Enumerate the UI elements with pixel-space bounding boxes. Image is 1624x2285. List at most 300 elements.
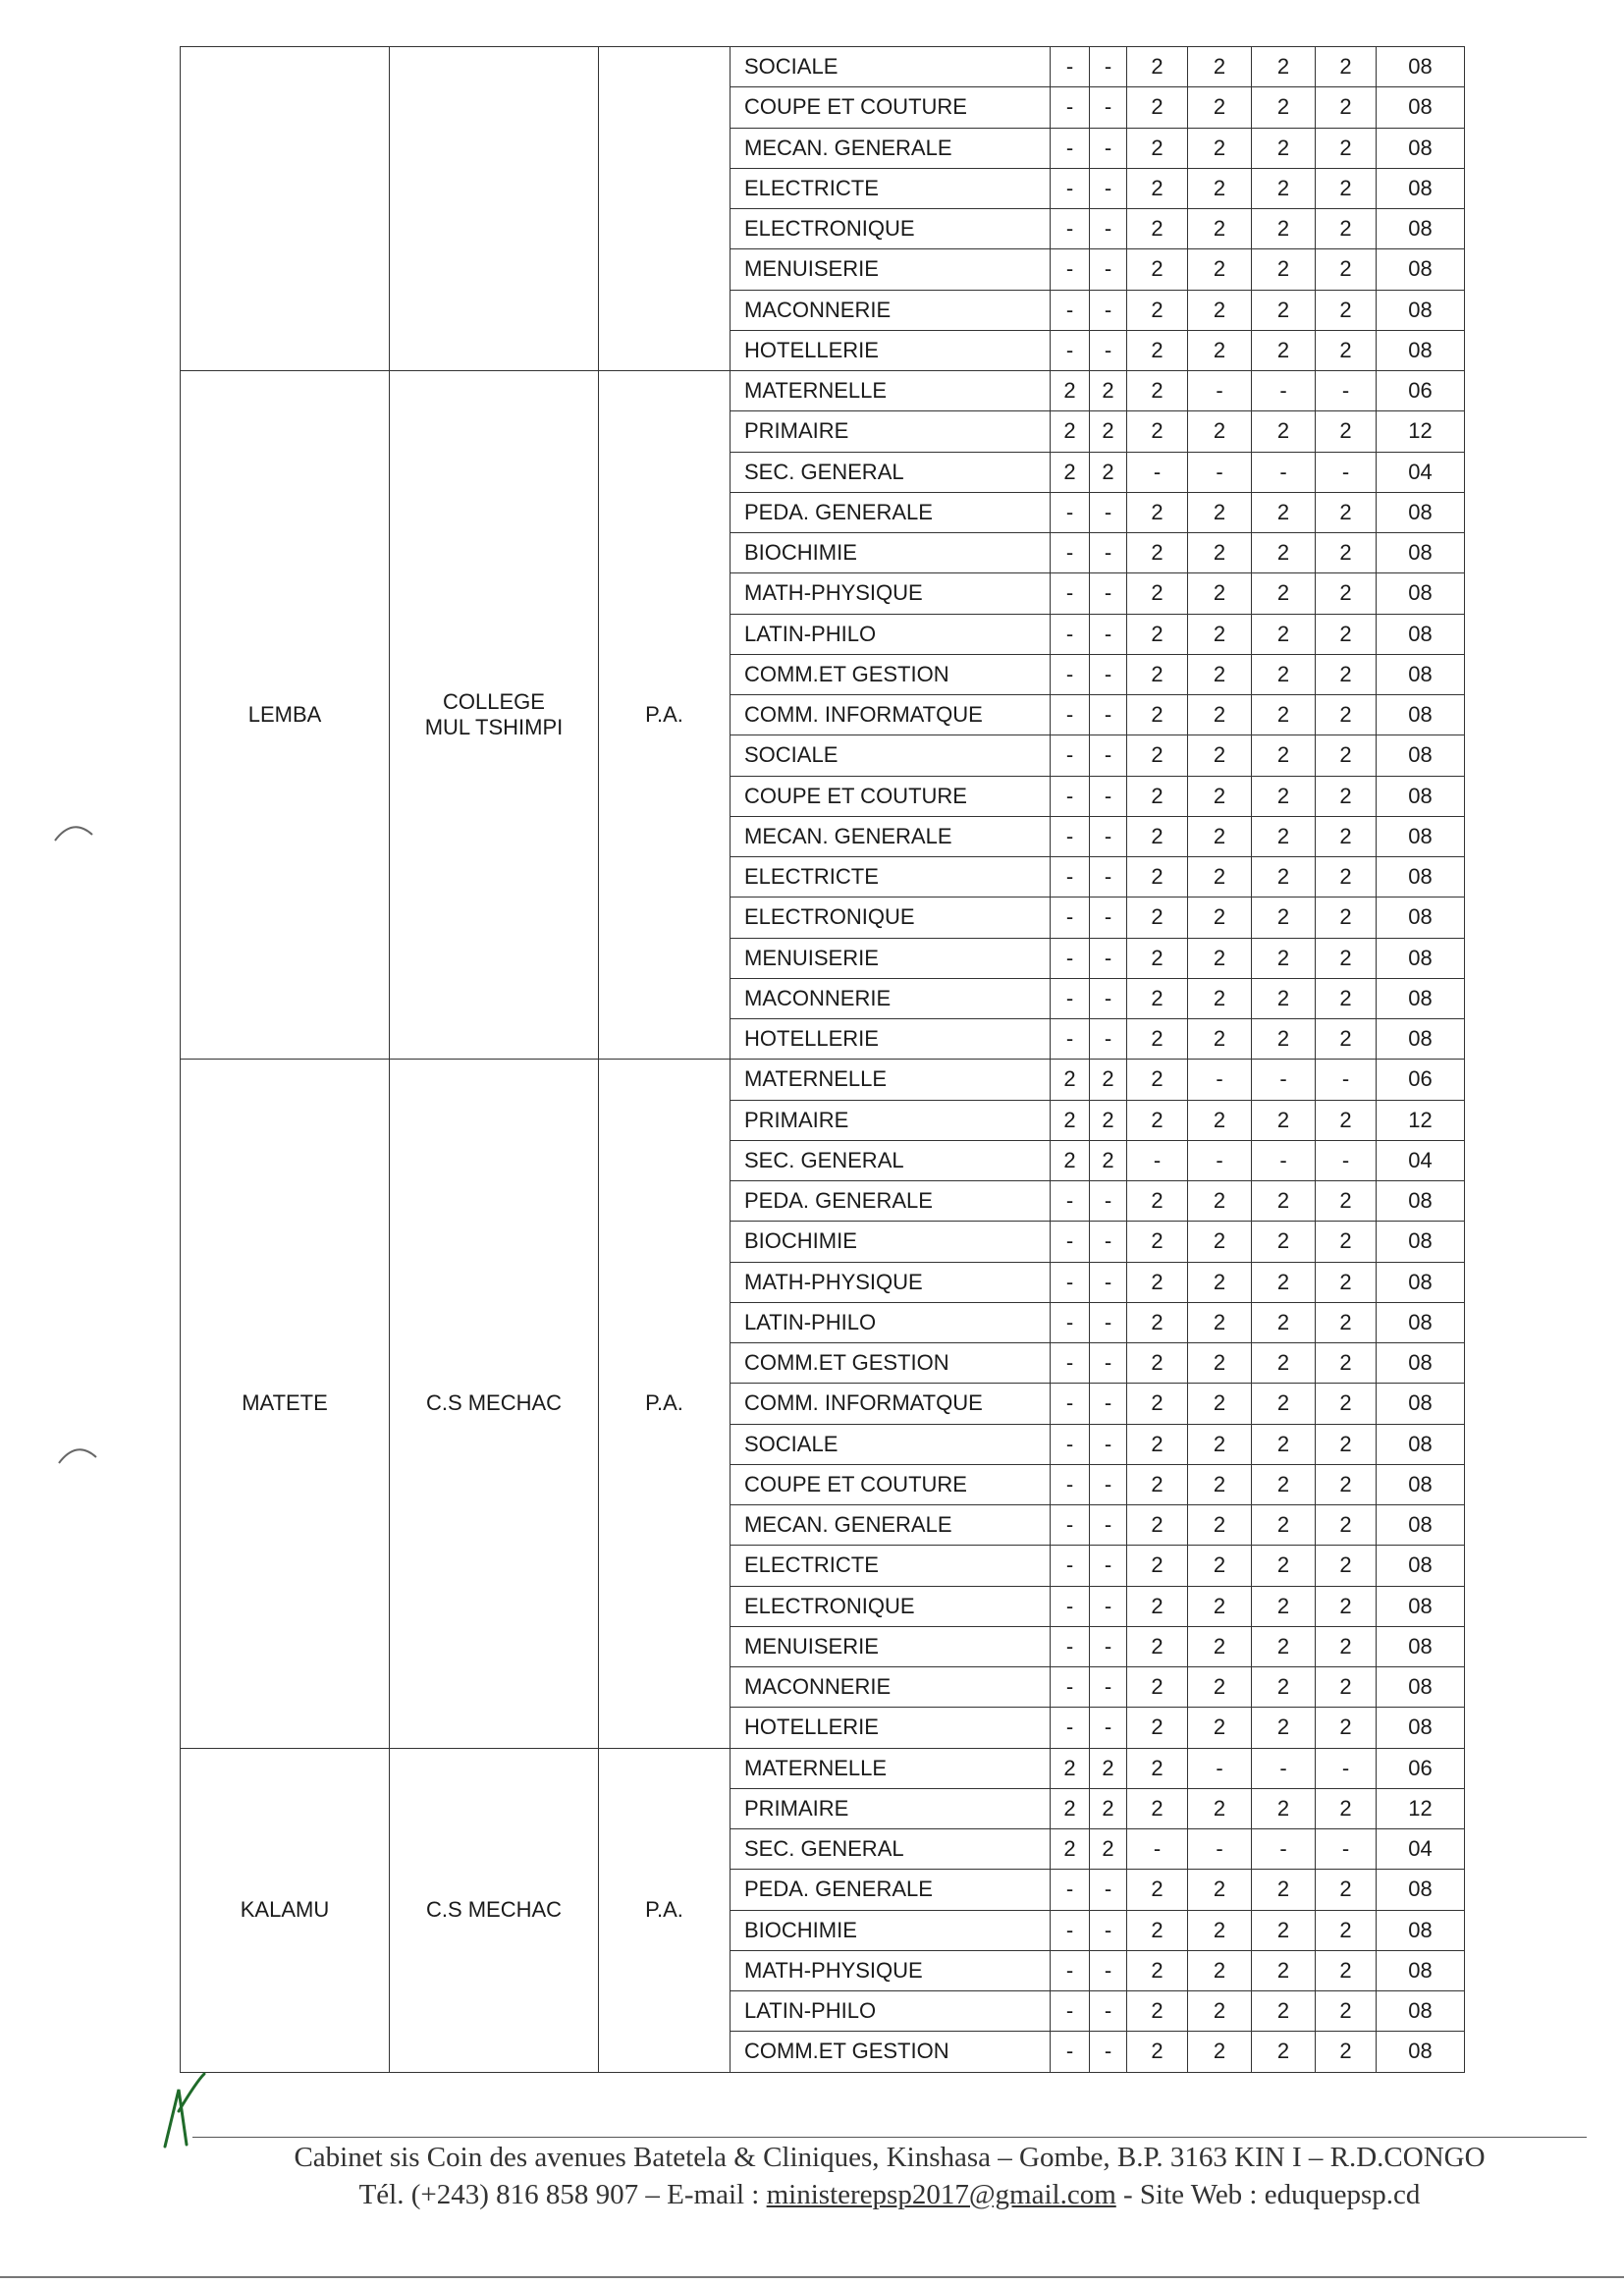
value-cell: 2 (1316, 1343, 1377, 1384)
regime-cell: P.A. (599, 371, 731, 1060)
value-cell: 2 (1252, 1546, 1316, 1586)
option-cell: ELECTRICTE (731, 857, 1051, 898)
value-cell: - (1051, 1424, 1090, 1464)
total-cell: 04 (1377, 452, 1465, 492)
total-cell: 08 (1377, 776, 1465, 816)
value-cell: 2 (1188, 1950, 1252, 1990)
option-cell: BIOCHIMIE (731, 1910, 1051, 1950)
option-cell: HOTELLERIE (731, 1708, 1051, 1748)
value-cell: - (1090, 1546, 1127, 1586)
option-cell: PEDA. GENERALE (731, 492, 1051, 532)
total-cell: 06 (1377, 1060, 1465, 1100)
total-cell: 04 (1377, 1140, 1465, 1180)
value-cell: 2 (1252, 1910, 1316, 1950)
value-cell: 2 (1127, 776, 1188, 816)
value-cell: 2 (1252, 1384, 1316, 1424)
footer-address: Cabinet sis Coin des avenues Batetela & Cliniques, Kinshasa – Gombe, B.P. 3163 KIN I – R.D.CONGO (294, 2142, 1486, 2173)
value-cell: 2 (1252, 87, 1316, 128)
footer-rule (192, 2137, 1587, 2138)
total-cell: 08 (1377, 1586, 1465, 1626)
table-row (181, 371, 1465, 411)
value-cell: 2 (1316, 1626, 1377, 1666)
total-cell: 08 (1377, 1546, 1465, 1586)
value-cell: 2 (1316, 411, 1377, 452)
value-cell: 2 (1316, 1910, 1377, 1950)
value-cell: 2 (1252, 1870, 1316, 1910)
value-cell: 2 (1316, 776, 1377, 816)
option-cell: ELECTRONIQUE (731, 1586, 1051, 1626)
value-cell: 2 (1252, 1100, 1316, 1140)
value-cell: - (1090, 1424, 1127, 1464)
footer-tel: Tél. (+243) 816 858 907 – E-mail : (358, 2179, 767, 2210)
option-cell: PEDA. GENERALE (731, 1870, 1051, 1910)
value-cell: - (1051, 249, 1090, 290)
value-cell: - (1051, 1950, 1090, 1990)
value-cell: 2 (1188, 614, 1252, 654)
value-cell: - (1127, 1140, 1188, 1180)
value-cell: - (1090, 1950, 1127, 1990)
value-cell: 2 (1252, 492, 1316, 532)
value-cell: 2 (1127, 1626, 1188, 1666)
commune-cell: LEMBA (181, 371, 390, 1060)
value-cell: 2 (1188, 776, 1252, 816)
value-cell: - (1051, 1626, 1090, 1666)
value-cell: 2 (1090, 452, 1127, 492)
value-cell: - (1051, 898, 1090, 938)
total-cell: 08 (1377, 573, 1465, 614)
value-cell: 2 (1127, 249, 1188, 290)
value-cell: 2 (1252, 898, 1316, 938)
value-cell: 2 (1316, 695, 1377, 735)
value-cell: 2 (1252, 47, 1316, 87)
commune-cell: MATETE (181, 1060, 390, 1748)
value-cell: 2 (1316, 492, 1377, 532)
value-cell: 2 (1188, 1384, 1252, 1424)
value-cell: 2 (1316, 1222, 1377, 1262)
value-cell: 2 (1051, 371, 1090, 411)
value-cell: - (1127, 452, 1188, 492)
value-cell: - (1316, 1748, 1377, 1788)
value-cell: - (1090, 290, 1127, 330)
value-cell: 2 (1316, 735, 1377, 776)
value-cell: - (1090, 47, 1127, 87)
option-cell: MACONNERIE (731, 978, 1051, 1018)
value-cell: 2 (1252, 1991, 1316, 2032)
value-cell: - (1188, 1140, 1252, 1180)
value-cell: 2 (1252, 776, 1316, 816)
value-cell: - (1090, 533, 1127, 573)
option-cell: SOCIALE (731, 1424, 1051, 1464)
value-cell: 2 (1188, 1870, 1252, 1910)
value-cell: 2 (1252, 938, 1316, 978)
value-cell: 2 (1252, 1505, 1316, 1546)
total-cell: 08 (1377, 978, 1465, 1018)
value-cell: 2 (1188, 735, 1252, 776)
value-cell: - (1051, 1019, 1090, 1060)
total-cell: 04 (1377, 1829, 1465, 1870)
value-cell: 2 (1188, 695, 1252, 735)
value-cell: - (1090, 776, 1127, 816)
value-cell: 2 (1127, 1950, 1188, 1990)
value-cell: 2 (1051, 411, 1090, 452)
option-cell: MATERNELLE (731, 1060, 1051, 1100)
value-cell: 2 (1051, 1748, 1090, 1788)
total-cell: 08 (1377, 816, 1465, 856)
value-cell: - (1188, 452, 1252, 492)
value-cell: 2 (1252, 573, 1316, 614)
value-cell: 2 (1127, 492, 1188, 532)
value-cell: - (1051, 654, 1090, 694)
value-cell: 2 (1316, 1100, 1377, 1140)
value-cell: - (1252, 371, 1316, 411)
value-cell: 2 (1316, 898, 1377, 938)
total-cell: 08 (1377, 533, 1465, 573)
value-cell: 2 (1252, 209, 1316, 249)
total-cell: 08 (1377, 1991, 1465, 2032)
value-cell: 2 (1252, 128, 1316, 168)
value-cell: - (1090, 1464, 1127, 1504)
value-cell: 2 (1316, 290, 1377, 330)
value-cell: 2 (1252, 1708, 1316, 1748)
value-cell: 2 (1316, 1464, 1377, 1504)
value-cell: 2 (1051, 1829, 1090, 1870)
value-cell: - (1090, 1384, 1127, 1424)
total-cell: 08 (1377, 87, 1465, 128)
table-row (181, 47, 1465, 87)
total-cell: 08 (1377, 1708, 1465, 1748)
value-cell: - (1051, 1262, 1090, 1302)
total-cell: 06 (1377, 1748, 1465, 1788)
value-cell: 2 (1127, 816, 1188, 856)
value-cell: 2 (1252, 1262, 1316, 1302)
value-cell: 2 (1127, 898, 1188, 938)
value-cell: 2 (1127, 573, 1188, 614)
value-cell: 2 (1051, 452, 1090, 492)
option-cell: LATIN-PHILO (731, 1991, 1051, 2032)
value-cell: 2 (1188, 1708, 1252, 1748)
value-cell: - (1316, 1060, 1377, 1100)
total-cell: 08 (1377, 1626, 1465, 1666)
value-cell: 2 (1127, 1384, 1188, 1424)
option-cell: MATERNELLE (731, 1748, 1051, 1788)
option-cell: MATERNELLE (731, 371, 1051, 411)
value-cell: 2 (1188, 857, 1252, 898)
total-cell: 08 (1377, 1505, 1465, 1546)
value-cell: - (1051, 735, 1090, 776)
value-cell: 2 (1127, 1546, 1188, 1586)
option-cell: SEC. GENERAL (731, 1829, 1051, 1870)
value-cell: 2 (1051, 1788, 1090, 1828)
value-cell: - (1090, 1222, 1127, 1262)
value-cell: 2 (1316, 533, 1377, 573)
total-cell: 08 (1377, 209, 1465, 249)
value-cell: 2 (1127, 290, 1188, 330)
total-cell: 08 (1377, 1181, 1465, 1222)
value-cell: 2 (1316, 87, 1377, 128)
value-cell: 2 (1188, 1626, 1252, 1666)
option-cell: PRIMAIRE (731, 411, 1051, 452)
value-cell: - (1316, 1829, 1377, 1870)
value-cell: 2 (1090, 1829, 1127, 1870)
value-cell: 2 (1316, 330, 1377, 370)
value-cell: 2 (1252, 857, 1316, 898)
value-cell: 2 (1127, 1586, 1188, 1626)
commune-cell (181, 47, 390, 371)
total-cell: 08 (1377, 168, 1465, 208)
total-cell: 08 (1377, 1262, 1465, 1302)
value-cell: 2 (1316, 938, 1377, 978)
option-cell: MECAN. GENERALE (731, 1505, 1051, 1546)
value-cell: - (1051, 128, 1090, 168)
value-cell: 2 (1090, 1788, 1127, 1828)
signature-mark (157, 2072, 216, 2150)
value-cell: 2 (1316, 573, 1377, 614)
option-cell: ELECTRICTE (731, 1546, 1051, 1586)
value-cell: - (1051, 1870, 1090, 1910)
page-bottom-rule (0, 2276, 1624, 2278)
value-cell: - (1051, 290, 1090, 330)
value-cell: - (1051, 492, 1090, 532)
value-cell: 2 (1188, 47, 1252, 87)
total-cell: 08 (1377, 654, 1465, 694)
option-cell: COMM.ET GESTION (731, 654, 1051, 694)
option-cell: ELECTRICTE (731, 168, 1051, 208)
value-cell: 2 (1127, 1667, 1188, 1708)
value-cell: - (1051, 1302, 1090, 1342)
value-cell: 2 (1188, 1424, 1252, 1464)
option-cell: SOCIALE (731, 735, 1051, 776)
value-cell: - (1090, 1910, 1127, 1950)
total-cell: 08 (1377, 47, 1465, 87)
total-cell: 08 (1377, 1384, 1465, 1424)
value-cell: 2 (1188, 938, 1252, 978)
total-cell: 12 (1377, 1100, 1465, 1140)
option-cell: HOTELLERIE (731, 1019, 1051, 1060)
value-cell: - (1090, 168, 1127, 208)
value-cell: 2 (1127, 1991, 1188, 2032)
value-cell: 2 (1188, 1100, 1252, 1140)
total-cell: 08 (1377, 1910, 1465, 1950)
value-cell: 2 (1127, 1060, 1188, 1100)
value-cell: - (1090, 1343, 1127, 1384)
value-cell: 2 (1127, 857, 1188, 898)
footer-email-link[interactable]: ministerepsp2017@gmail.com (766, 2179, 1116, 2210)
value-cell: 2 (1316, 1708, 1377, 1748)
value-cell: 2 (1316, 614, 1377, 654)
value-cell: 2 (1188, 1586, 1252, 1626)
value-cell: - (1051, 2032, 1090, 2072)
value-cell: 2 (1127, 330, 1188, 370)
value-cell: 2 (1252, 1950, 1316, 1990)
value-cell: 2 (1090, 1060, 1127, 1100)
value-cell: 2 (1188, 978, 1252, 1018)
value-cell: 2 (1127, 1222, 1188, 1262)
value-cell: - (1051, 1586, 1090, 1626)
school-cell: C.S MECHAC (390, 1748, 599, 2072)
value-cell: 2 (1316, 128, 1377, 168)
value-cell: 2 (1316, 1667, 1377, 1708)
value-cell: - (1051, 1384, 1090, 1424)
value-cell: - (1090, 654, 1127, 694)
value-cell: - (1252, 1060, 1316, 1100)
value-cell: - (1188, 1829, 1252, 1870)
value-cell: 2 (1127, 1181, 1188, 1222)
option-cell: COUPE ET COUTURE (731, 1464, 1051, 1504)
value-cell: - (1051, 168, 1090, 208)
value-cell: - (1051, 1667, 1090, 1708)
value-cell: - (1051, 47, 1090, 87)
value-cell: - (1090, 1586, 1127, 1626)
value-cell: - (1051, 857, 1090, 898)
total-cell: 08 (1377, 1222, 1465, 1262)
value-cell: 2 (1316, 1950, 1377, 1990)
value-cell: 2 (1252, 735, 1316, 776)
value-cell: - (1090, 1991, 1127, 2032)
school-cell: COLLEGE MUL TSHIMPI (390, 371, 599, 1060)
value-cell: 2 (1188, 290, 1252, 330)
value-cell: - (1090, 1505, 1127, 1546)
value-cell: 2 (1316, 1019, 1377, 1060)
value-cell: - (1051, 330, 1090, 370)
value-cell: - (1252, 1140, 1316, 1180)
value-cell: - (1051, 614, 1090, 654)
value-cell: - (1051, 1708, 1090, 1748)
value-cell: 2 (1127, 1748, 1188, 1788)
value-cell: 2 (1316, 1870, 1377, 1910)
value-cell: - (1090, 735, 1127, 776)
value-cell: - (1051, 87, 1090, 128)
option-cell: SOCIALE (731, 47, 1051, 87)
option-cell: COUPE ET COUTURE (731, 776, 1051, 816)
value-cell: 2 (1188, 1910, 1252, 1950)
option-cell: MACONNERIE (731, 290, 1051, 330)
value-cell: 2 (1090, 1140, 1127, 1180)
value-cell: 2 (1188, 411, 1252, 452)
value-cell: 2 (1127, 1910, 1188, 1950)
table-row (181, 1060, 1465, 1100)
value-cell: 2 (1188, 168, 1252, 208)
regime-cell (599, 47, 731, 371)
value-cell: 2 (1188, 1262, 1252, 1302)
value-cell: 2 (1188, 816, 1252, 856)
value-cell: - (1090, 816, 1127, 856)
value-cell: 2 (1188, 492, 1252, 532)
option-cell: LATIN-PHILO (731, 614, 1051, 654)
value-cell: 2 (1316, 47, 1377, 87)
value-cell: 2 (1316, 816, 1377, 856)
value-cell: 2 (1316, 2032, 1377, 2072)
value-cell: - (1090, 330, 1127, 370)
value-cell: 2 (1127, 1788, 1188, 1828)
value-cell: 2 (1188, 898, 1252, 938)
total-cell: 08 (1377, 614, 1465, 654)
value-cell: 2 (1252, 2032, 1316, 2072)
value-cell: 2 (1188, 209, 1252, 249)
value-cell: - (1090, 1626, 1127, 1666)
value-cell: - (1051, 1505, 1090, 1546)
value-cell: 2 (1188, 1788, 1252, 1828)
value-cell: 2 (1252, 1181, 1316, 1222)
value-cell: - (1090, 1302, 1127, 1342)
value-cell: - (1051, 776, 1090, 816)
school-cell: C.S MECHAC (390, 1060, 599, 1748)
value-cell: 2 (1127, 1343, 1188, 1384)
value-cell: 2 (1127, 411, 1188, 452)
option-cell: MENUISERIE (731, 1626, 1051, 1666)
value-cell: - (1090, 1870, 1127, 1910)
value-cell: 2 (1188, 1343, 1252, 1384)
value-cell: 2 (1316, 1384, 1377, 1424)
value-cell: - (1316, 452, 1377, 492)
option-cell: MATH-PHYSIQUE (731, 573, 1051, 614)
option-cell: ELECTRONIQUE (731, 898, 1051, 938)
option-cell: COMM.ET GESTION (731, 2032, 1051, 2072)
value-cell: 2 (1316, 1262, 1377, 1302)
value-cell: - (1051, 1181, 1090, 1222)
commune-cell: KALAMU (181, 1748, 390, 2072)
value-cell: - (1090, 2032, 1127, 2072)
value-cell: - (1316, 1140, 1377, 1180)
value-cell: 2 (1252, 816, 1316, 856)
option-cell: HOTELLERIE (731, 330, 1051, 370)
value-cell: 2 (1188, 533, 1252, 573)
total-cell: 08 (1377, 492, 1465, 532)
value-cell: 2 (1188, 573, 1252, 614)
value-cell: - (1090, 1708, 1127, 1748)
value-cell: 2 (1051, 1140, 1090, 1180)
value-cell: 2 (1188, 1181, 1252, 1222)
value-cell: 2 (1127, 1708, 1188, 1748)
option-cell: PEDA. GENERALE (731, 1181, 1051, 1222)
value-cell: 2 (1127, 614, 1188, 654)
value-cell: - (1090, 87, 1127, 128)
value-cell: 2 (1188, 1464, 1252, 1504)
option-cell: MACONNERIE (731, 1667, 1051, 1708)
value-cell: 2 (1127, 1464, 1188, 1504)
value-cell: 2 (1316, 654, 1377, 694)
value-cell: 2 (1127, 1100, 1188, 1140)
value-cell: 2 (1252, 978, 1316, 1018)
option-cell: MATH-PHYSIQUE (731, 1950, 1051, 1990)
value-cell: 2 (1127, 1262, 1188, 1302)
value-cell: - (1051, 1464, 1090, 1504)
value-cell: 2 (1252, 614, 1316, 654)
value-cell: 2 (1252, 330, 1316, 370)
option-cell: COMM. INFORMATQUE (731, 1384, 1051, 1424)
value-cell: 2 (1127, 371, 1188, 411)
total-cell: 12 (1377, 1788, 1465, 1828)
value-cell: 2 (1316, 168, 1377, 208)
value-cell: - (1090, 249, 1127, 290)
value-cell: - (1051, 533, 1090, 573)
value-cell: 2 (1127, 1302, 1188, 1342)
value-cell: - (1252, 452, 1316, 492)
option-cell: BIOCHIMIE (731, 533, 1051, 573)
value-cell: 2 (1127, 1424, 1188, 1464)
value-cell: 2 (1252, 1788, 1316, 1828)
regime-cell: P.A. (599, 1748, 731, 2072)
value-cell: 2 (1252, 1464, 1316, 1504)
option-cell: COMM.ET GESTION (731, 1343, 1051, 1384)
option-cell: PRIMAIRE (731, 1788, 1051, 1828)
value-cell: - (1090, 978, 1127, 1018)
total-cell: 08 (1377, 1019, 1465, 1060)
value-cell: 2 (1188, 1667, 1252, 1708)
value-cell: 2 (1127, 1019, 1188, 1060)
option-cell: MECAN. GENERALE (731, 816, 1051, 856)
option-cell: MENUISERIE (731, 938, 1051, 978)
value-cell: 2 (1127, 87, 1188, 128)
